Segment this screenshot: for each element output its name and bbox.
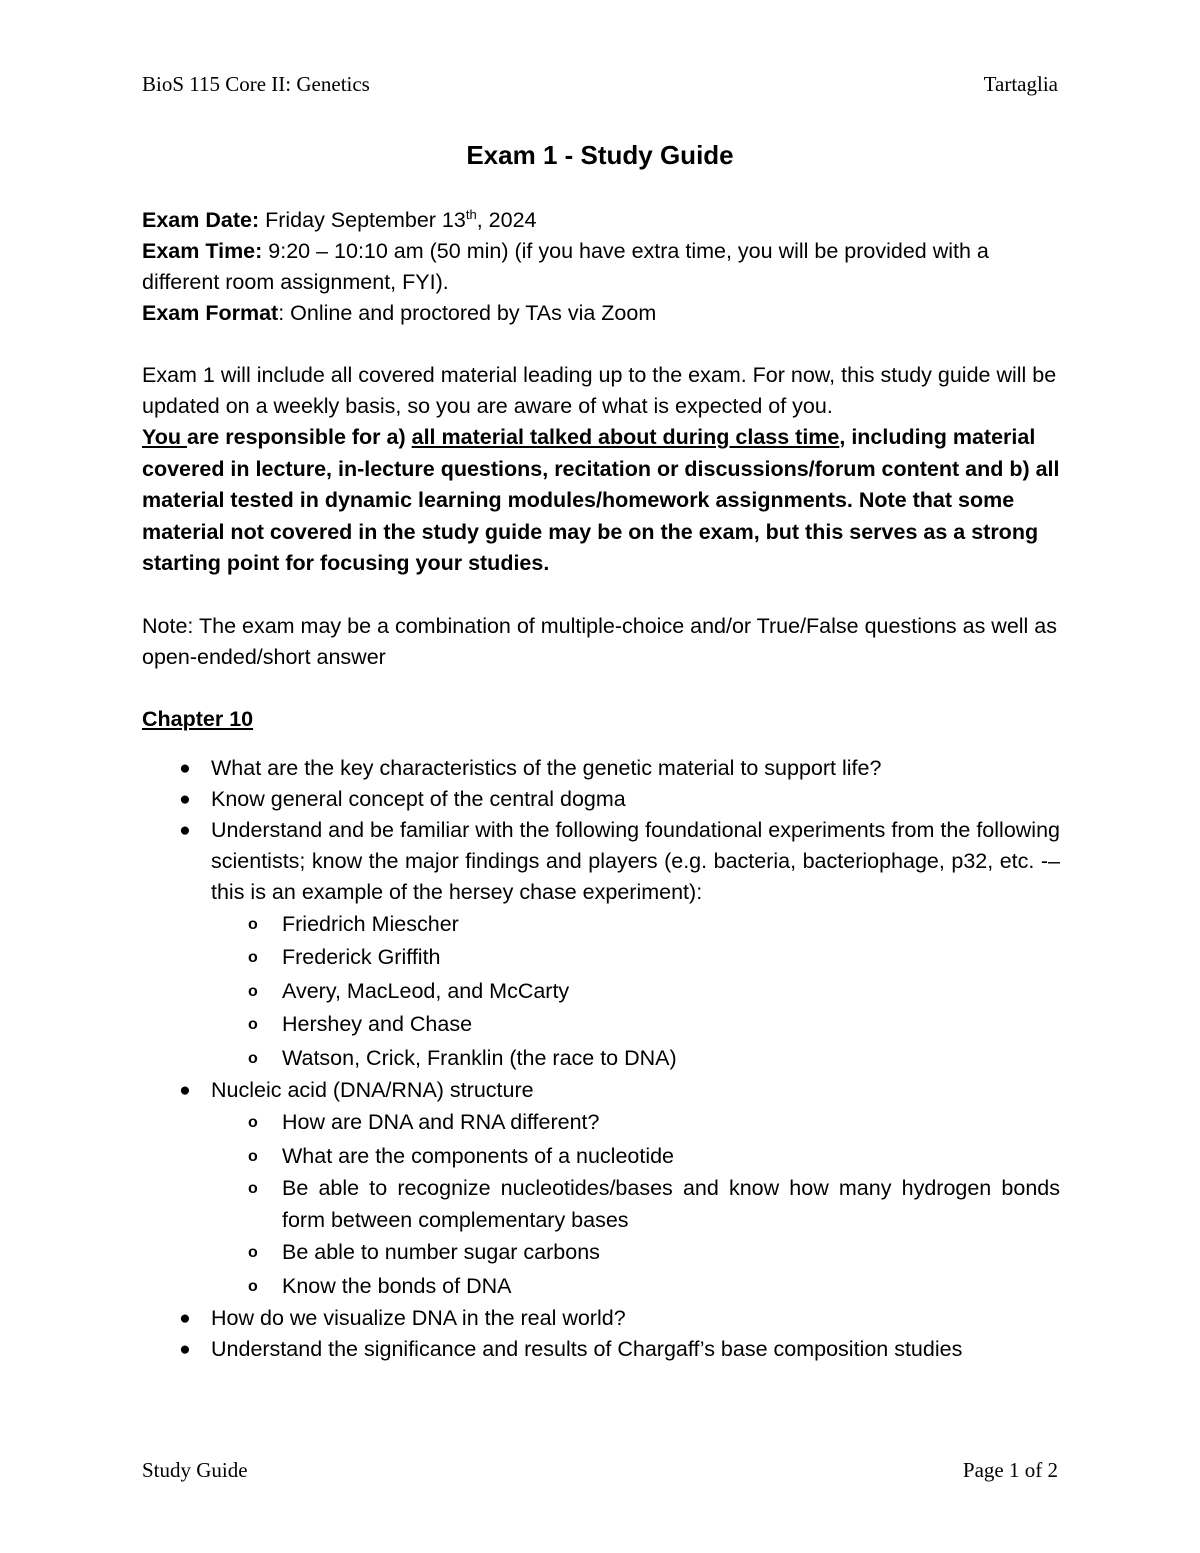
list-item: o Be able to recognize nucleotides/bases and know how many hydrogen bonds form between complementary bases <box>282 1173 1060 1236</box>
sub-bullet-icon: o <box>248 1114 258 1131</box>
sub-bullet-icon: o <box>248 1277 258 1295</box>
resp-underlined: all material talked about during class time <box>411 425 840 449</box>
bullet-icon: ● <box>179 1308 191 1329</box>
sub-bullet-icon: o <box>248 982 258 1000</box>
list-item: ● How do we visualize DNA in the real world? <box>211 1303 1060 1334</box>
list-item: ● Know general concept of the central dogma <box>211 784 1060 815</box>
list-item: o What are the components of a nucleotide <box>282 1140 1060 1174</box>
exam-time-line <box>142 236 1060 298</box>
list-item: o How are DNA and RNA different? <box>282 1106 1060 1140</box>
list-item: o Avery, MacLeod, and McCarty <box>282 975 1060 1009</box>
exam-format-line <box>142 298 1060 329</box>
note-paragraph: Note: The exam may be a combination of multiple-choice and/or True/False questions as well as open-ended/short answer <box>142 613 1058 669</box>
footer-label: Study Guide <box>142 1458 248 1482</box>
resp-rest: , including material covered in lecture, in-lecture questions, recitation or discussions/forum content and b) all material tested in dynamic learning modules/homework assignments. Note that some material not covered in the study guide may be on the exam, but this serves as a strong starting point for focusing your studies. <box>142 425 1060 575</box>
list-item: o Frederick Griffith <box>282 941 1060 975</box>
sub-bullet-icon: o <box>248 1016 258 1033</box>
page-number: Page 1 of 2 <box>962 1458 1058 1482</box>
intro-paragraph: Exam 1 will include all covered material leading up to the exam. For now, this study guide will be updated on a weekly basis, so you are aware of what is expected of you. <box>142 363 1057 418</box>
responsibility-paragraph <box>142 422 1060 580</box>
chapter-topic-list <box>142 753 1060 1366</box>
list-item: ● Understand the significance and results of Chargaff’s base composition studies <box>211 1334 1060 1365</box>
list-item: o Friedrich Miescher <box>282 908 1060 942</box>
scientist-list <box>211 908 1060 1076</box>
exam-time-value: 9:20 – 10:10 am (50 min) (if you have extra time, you will be provided with a different room assignment, FYI). <box>142 239 989 294</box>
header-instructor: Tartaglia <box>983 72 1058 96</box>
exam-date-suffix: th <box>465 206 477 222</box>
bullet-icon: ● <box>179 788 191 810</box>
list-item: ● Understand and be familiar with the following foundational experiments from the following scientists; know the major findings and players (e.g. bacteria, bacteriophage, p32, etc. -–this is an example of the hersey chase experiment): o Friedrich Miescher o Frederick Griffith o Avery, MacLeod, and McCarty o Hershey and Chase o Watson, Crick, Franklin (the race to DNA) <box>211 815 1060 1076</box>
sub-bullet-icon: o <box>248 1180 258 1197</box>
header-course: BioS 115 Core II: Genetics <box>142 72 370 96</box>
bullet-icon: ● <box>179 1339 191 1360</box>
exam-format-value: : Online and proctored by TAs via Zoom <box>278 301 657 325</box>
sub-bullet-icon: o <box>248 1147 258 1165</box>
exam-date-line <box>142 205 1060 236</box>
list-item: o Watson, Crick, Franklin (the race to DNA) <box>282 1042 1060 1076</box>
page-title: Exam 1 - Study Guide <box>466 140 734 170</box>
chapter-heading: Chapter 10 <box>142 706 254 731</box>
sub-bullet-icon: o <box>248 949 258 966</box>
exam-time-label: Exam Time: <box>142 239 263 263</box>
resp-a: are responsible for a) <box>186 425 412 449</box>
list-item: ● Nucleic acid (DNA/RNA) structure o How are DNA and RNA different? o What are the components of a nucleotide o Be able to recognize nucleotides/bases and know how many hydrogen bonds form between complementary bases o Be able to number sugar carbons o Know the bonds of DNA <box>211 1075 1060 1303</box>
bullet-icon: ● <box>179 1080 191 1101</box>
document-body <box>142 205 1060 1365</box>
exam-date-value: Friday September 13 <box>259 208 466 232</box>
list-item: ● What are the key characteristics of the genetic material to support life? <box>211 753 1060 784</box>
sub-bullet-icon: o <box>248 915 258 933</box>
sub-bullet-icon: o <box>248 1049 258 1067</box>
exam-date-label: Exam Date: <box>142 208 260 232</box>
list-item: o Be able to number sugar carbons <box>282 1236 1060 1270</box>
resp-you: You <box>142 425 187 449</box>
exam-format-label: Exam Format <box>142 301 279 325</box>
exam-date-year: , 2024 <box>476 208 537 232</box>
structure-list <box>211 1106 1060 1303</box>
list-item: o Hershey and Chase <box>282 1008 1060 1042</box>
list-item: o Know the bonds of DNA <box>282 1270 1060 1304</box>
bullet-icon: ● <box>179 757 191 779</box>
bullet-icon: ● <box>179 819 191 841</box>
sub-bullet-icon: o <box>248 1244 258 1261</box>
